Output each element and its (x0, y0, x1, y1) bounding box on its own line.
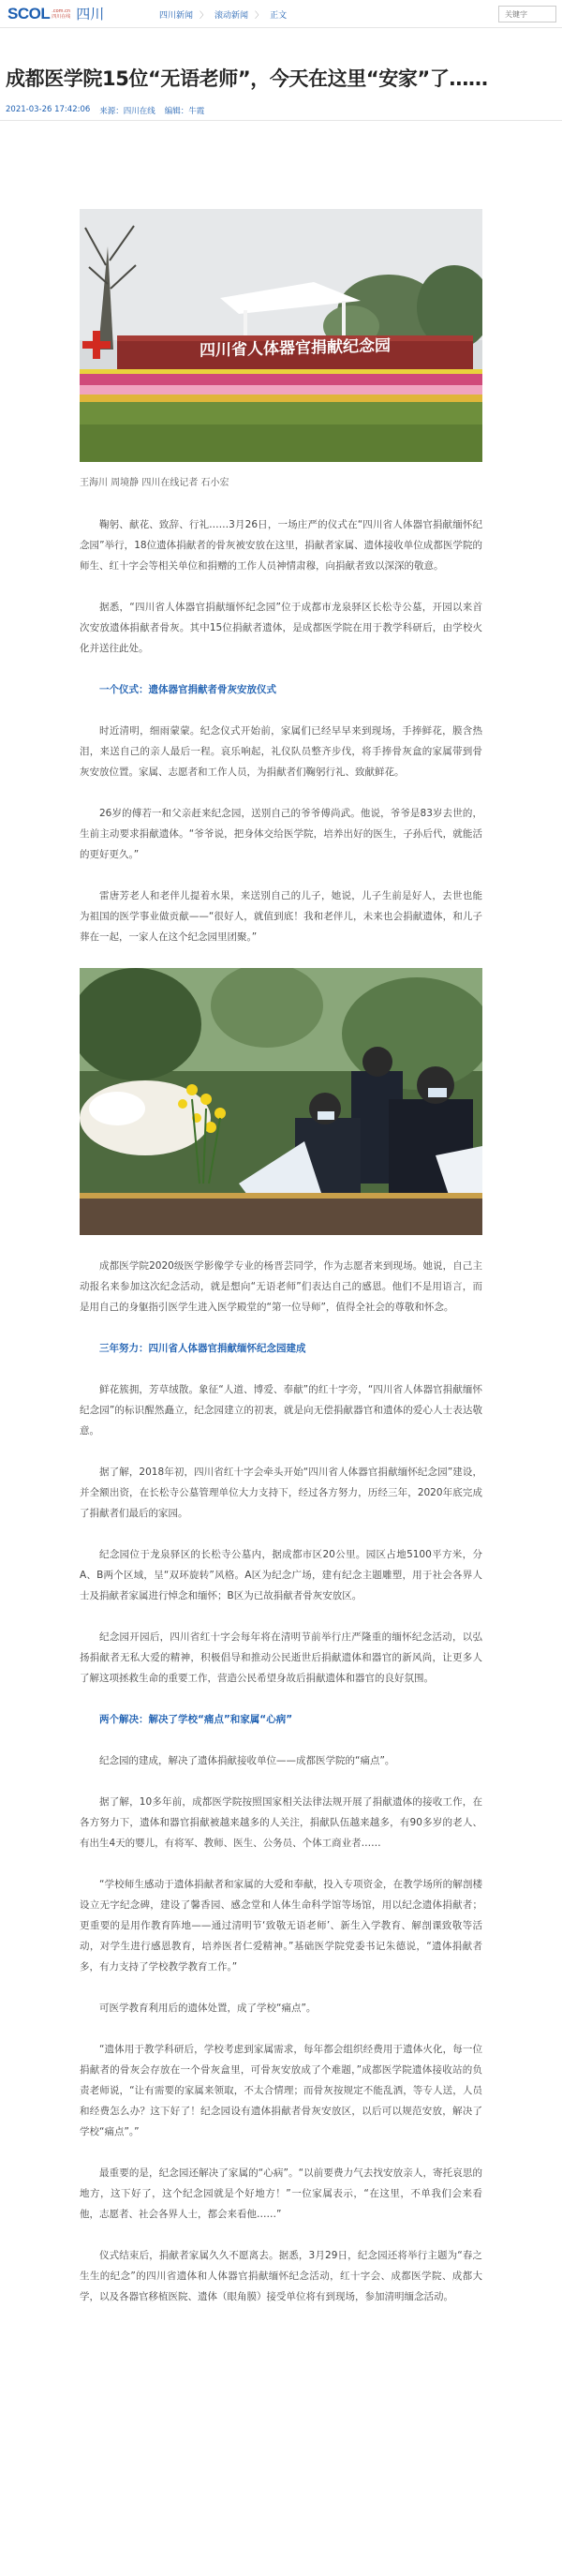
paragraph: 雷唐芳老人和老伴儿提着水果，来送别自己的儿子，她说，儿子生前是好人，去世也能为祖国的医学事业做贡献——“很好人，就值到底！我和老伴儿，未来也会捐献遗体，和儿子葬在一起，一家人在这个纪念园里团聚。” (80, 890, 482, 943)
paragraph: 鞠躬、献花、致辞、行礼……3月26日，一场庄严的仪式在“四川省人体器官捐献缅怀纪念园”举行，18位遗体捐献者的骨灰被安放在这里，捐献者家属、遗体接收单位成都医学院的师生、红十字会等相关单位和捐赠的工作人员神情肃穆，向捐献者致以深深的敬意。 (80, 519, 482, 572)
section-heading-memorial-built: 三年努力：四川省人体器官捐献缅怀纪念园建成 (99, 1343, 306, 1354)
memorial-sign-text: 四川省人体器官捐献纪念园 (200, 336, 391, 361)
paragraph: 最重要的是，纪念园还解决了家属的“心病”。“以前要费力气去找安放亲人，寄托哀思的地方，这下好了，这个纪念园就是个好地方！”一位家属表示，“在这里，不单我们会来看他，志愿者、社会各界人士，都会来看他……” (80, 2167, 482, 2220)
search-input[interactable]: 关键字 (498, 6, 556, 22)
breadcrumb-separator: 〉 (200, 11, 209, 21)
article-editor: 编辑：牛霞 (164, 107, 205, 116)
author-byline: 王海川 周境静 四川在线记者 石小宏 (80, 478, 229, 488)
paragraph: “学校师生感动于遗体捐献者和家属的大爱和奉献，投入专项资金，在教学场所的解剖楼设立无字纪念碑，建设了馨香园、感念堂和人体生命科学馆等场馆，用以纪念遗体捐献者；更重要的是用作教育阵地——通过清明节‘致敬无语老师’、新生入学教育、解剖课致敬等活动，对学生进行感恩教育，培养医者仁爱精神。”基础医学院党委书记朱德说，“遗体捐献者多，有力支持了学校教学教育工作。” (80, 1879, 482, 1973)
paragraph: 纪念园位于龙泉驿区的长松寺公墓内，据成都市区20公里。园区占地5100平方米，分A、B两个区域，呈“双环旋转”风格。A区为纪念广场，建有纪念主题雕塑，用于社会各界人士及捐献者家属进行悼念和缅怀；B区为已故捐献者骨灰安放区。 (80, 1549, 482, 1601)
photo-family-tribute (80, 968, 482, 1235)
publish-date: 2021-03-26 17:42:06 (6, 105, 91, 114)
site-header (0, 0, 562, 28)
paragraph: 可医学教育利用后的遗体处置，成了学校“痛点”。 (99, 2003, 317, 2014)
breadcrumb (159, 8, 287, 21)
paragraph: 据了解，10多年前，成都医学院按照国家相关法律法规开展了捐献遗体的接收工作，在各方努力下，遗体和器官捐献被越来越多的人关注，捐献队伍越来越多，有90多岁的老人、有出生4天的婴儿，有将军、教师、医生、公务员、个体工商业者…… (80, 1796, 482, 1849)
paragraph: 据了解，2018年初，四川省红十字会牵头开始“四川省人体器官捐献缅怀纪念园”建设，并全额出资，在长松寺公墓管理单位大力支持下，经过各方努力，历经三年，2020年底完成了捐献者们最后的家园。 (80, 1467, 482, 1519)
section-heading-ceremony: 一个仪式：遗体器官捐献者骨灰安放仪式 (99, 684, 276, 695)
paragraph: 成都医学院2020级医学影像学专业的杨晋芸同学，作为志愿者来到现场。她说，自己主动报名来参加这次纪念活动，就是想向“无语老师”们表达自己的感恩。他们不是用语言，而是用自己的身躯指引医学生进入医学殿堂的“第一位导师”，值得全社会的尊敬和怀念。 (80, 1260, 482, 1313)
article-source: 来源：四川在线 (99, 107, 155, 116)
paragraph: 26岁的傅若一和父亲赶来纪念园，送别自己的爷爷傅尚武。他说，爷爷是83岁去世的，生前主动要求捐献遗体。“爷爷说，把身体交给医学院，培养出好的医生，子孙后代，就能活的更好更久。” (80, 808, 482, 860)
photo-memorial-park-image (80, 209, 482, 462)
photo-memorial-park (80, 209, 482, 462)
logo-subtitle: .com.cn 四川在线 (52, 7, 71, 20)
paragraph: “遗体用于教学科研后，学校考虑到家属需求，每年都会组织经费用于遗体火化，每一位捐献者的骨灰会存放在一个骨灰盒里，可骨灰安放成了个难题，”成都医学院遗体接收站的负责老师说，“让有需要的家属来领取，不太合情理；而骨灰按规定不能乱洒，等专人送，人员和经费怎么办？这下好了！纪念园设有遗体捐献者骨灰安放区，以后可以规范安放，解决了学校“痛点”。” (80, 2044, 482, 2137)
paragraph: 仪式结束后，捐献者家属久久不愿离去。据悉，3月29日，纪念园还将举行主题为“春之生生的纪念”的四川省遗体和人体器官捐献缅怀纪念活动，红十字会、成都医学院、成都大学，以及各器官移植医院、遗体（眼角膜）接受单位将有到现场，参加清明缅念活动。 (80, 2250, 482, 2302)
breadcrumb-item-body: 正文 (270, 11, 288, 21)
channel-name[interactable]: 四川 (76, 6, 105, 22)
article-body (80, 121, 482, 2307)
site-logo[interactable] (7, 4, 104, 23)
breadcrumb-item-rolling-news[interactable]: 滚动新闻 (214, 11, 249, 21)
article-title: 成都医学院15位“无语老师”，今天在这里“安家”了…… (6, 67, 488, 90)
paragraph: 时近清明，细雨蒙蒙。纪念仪式开始前，家属们已经早早来到现场，手捧鲜花，膜含热泪，来送自己的亲人最后一程。哀乐响起，礼仪队员整齐步伐，将手捧骨灰盒的家属带到骨灰安放位置。家属、志愿者和工作人员，为捐献者们鞠躬行礼、致献鲜花。 (80, 725, 482, 778)
article-meta (6, 105, 562, 116)
paragraph: 鲜花簇拥，芳草绒散。象征“人道、博爱、奉献”的红十字旁，“四川省人体器官捐献缅怀纪念园”的标识醒然矗立，纪念园建立的初衷，就是向无偿捐献器官和遗体的爱心人士表达敬意。 (80, 1384, 482, 1437)
paragraph: 纪念园的建成，解决了遗体捐献接收单位——成都医学院的“痛点”。 (99, 1755, 395, 1766)
section-heading-two-solutions: 两个解决：解决了学校“痛点”和家属“心病” (99, 1714, 293, 1725)
breadcrumb-separator: 〉 (255, 11, 264, 21)
paragraph: 纪念园开园后，四川省红十字会每年将在清明节前举行庄严隆重的缅怀纪念活动，以弘扬捐献者无私大爱的精神，积极倡导和推动公民逝世后捐献遗体和器官的新风尚，让更多人了解这项拯救生命的重要工作，营造公民希望身故后捐献遗体和器官的良好氛围。 (80, 1631, 482, 1684)
logo-wordmark: SCOL (7, 4, 51, 22)
paragraph: 据悉，“四川省人体器官捐献缅怀纪念园”位于成都市龙泉驿区长松寺公墓，开园以来首次安放遗体捐献者骨灰。其中15位捐献者遗体，是成都医学院在用于教学科研后，由学校火化并送往此处。 (80, 602, 482, 654)
breadcrumb-item-sichuan-news[interactable]: 四川新闻 (159, 11, 194, 21)
photo-family-tribute-image (80, 968, 482, 1235)
